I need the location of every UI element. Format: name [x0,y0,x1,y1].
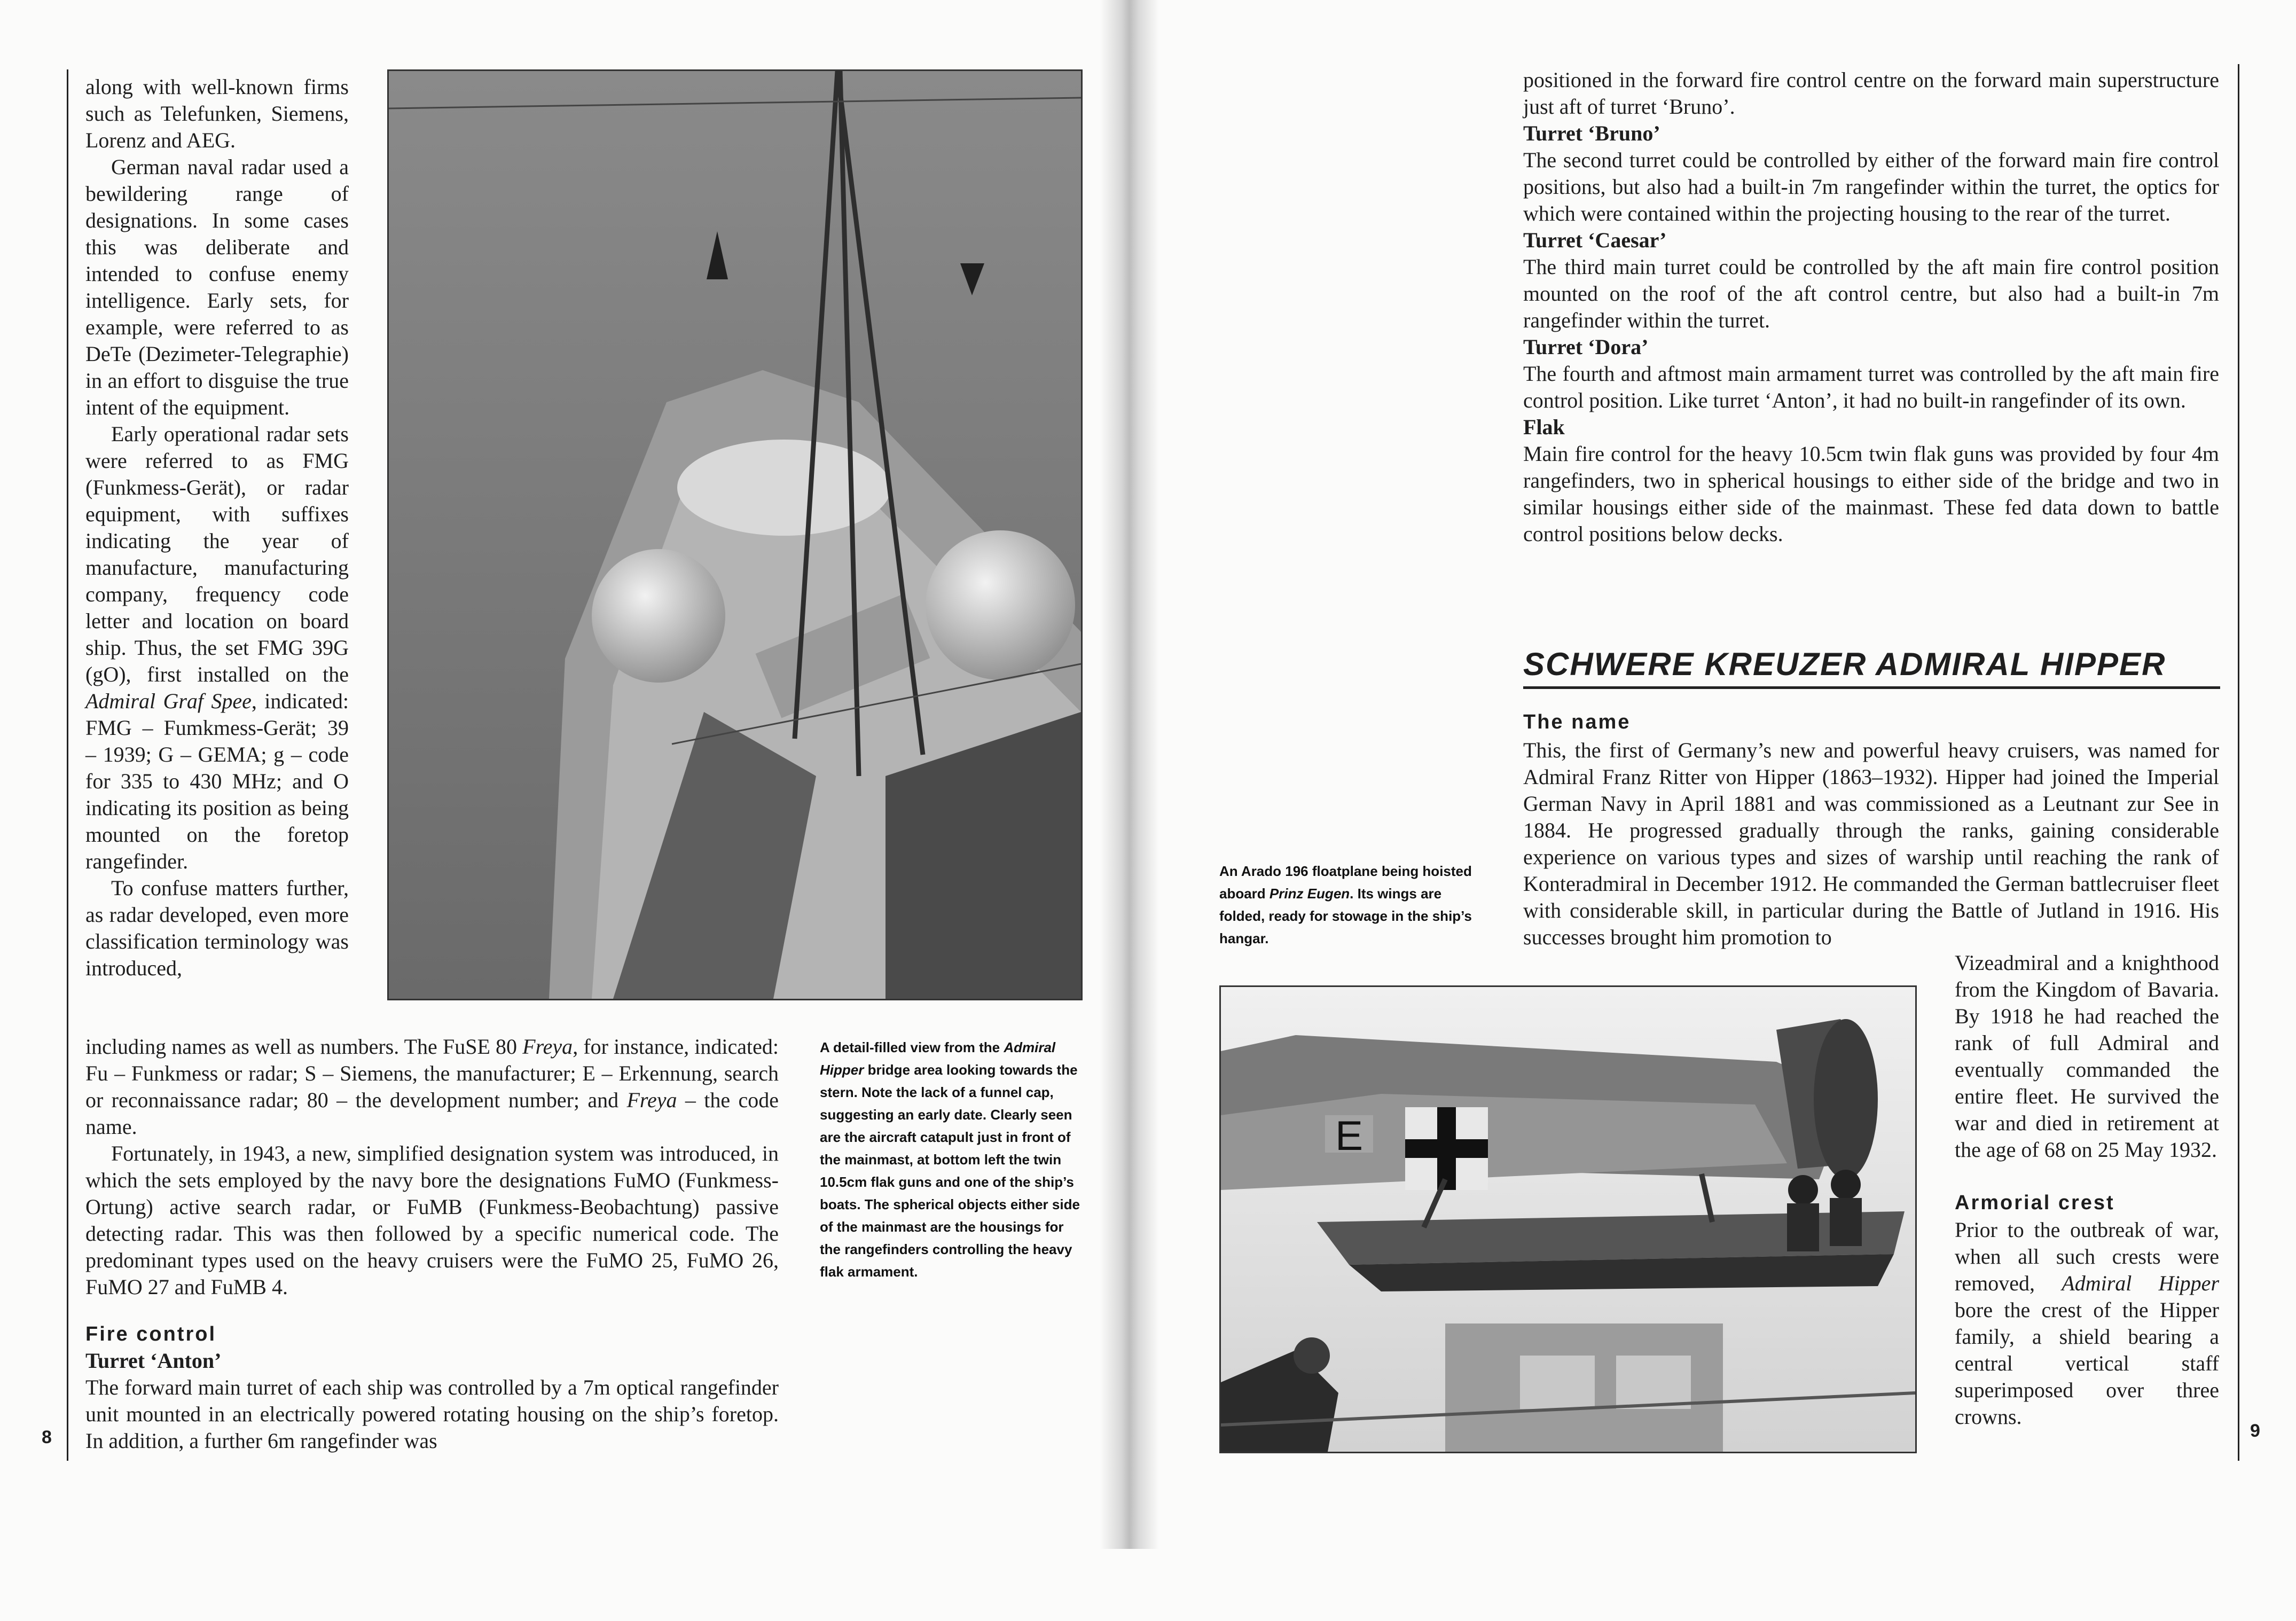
balkenkreuz-icon [1405,1107,1488,1190]
paragraph-designations: German naval radar used a bewildering range of designations. In some cases this was deliberate and intended to confuse enemy intelligence. Early sets, for example, were referred to as DeTe (Dezimeter-Telegraphie) in an effort to disguise the true intent of the equipment. [85,155,349,419]
paragraph-name-full: This, the first of Germany’s new and powerful heavy cruisers, was named for Admiral Franz Ritter von Hipper (1863–1932). Hipper had joined the Imperial German Navy in April 1881 and was commissioned as a Leutnant zur See in 1884. He progressed gradually through the ranks, gaining considerable experience on various types and sizes of warship until reaching the rank of Konteradmiral in December 1912. He commanded the German battlecruiser fleet with considerable skill, in particular during the Battle of Jutland in 1916. His successes brought him promotion to [1523,738,2219,949]
floatplane-caption-ship: Prinz Eugen [1269,886,1350,902]
paragraph-fortunately: Fortunately, in 1943, a new, simplified designation system was introduced, in which the sets employed by the navy bore the designations FuMO (Funkmess-Ortung) active search radar, or FuMB (Funkmess-Beobachtung) passive detecting radar. This was then followed by a specific numerical code. The predominant types used on the heavy cruisers were the FuMO 25, FuMO 26, FuMO 27 and FuMB 4. [85,1141,779,1299]
paragraph-turret-caesar: The third main turret could be controlled by the aft main fire control position mounted on the roof of the aft control centre, but also had a built-in 7m rangefinder within the turret. [1523,255,2219,332]
fuse-text-c: , for instance, indicated: Fu – Funkmess or radar; S – Siemens, the manufacturer; E – Erkennung, search or reconnaissance radar; 80 – the development number; and [85,1035,779,1112]
heading-turret-dora: Turret ‘Dora’ [1523,335,1649,359]
paragraph-turret-bruno: The second turret could be controlled by either of the forward main fire control positions, but also had a built-in 7m rangefinder within the turret, the optics for which were contained within the projecting housing to the rear of the turret. [1523,148,2219,225]
fmg-text-2: , indicated: FMG – Fumkmess-Gerät; 39 – 1939; G – GEMA; g – code for 335 to 430 MHz; and O indicating its position as being mounted on the foretop rangefinder. [85,689,349,873]
paragraph-turret-anton: The forward main turret of each ship was controlled by a 7m optical rangefinder unit mounted in an electrically powered rotating housing on the ship’s foretop. In addition, a further 6m rangefinder was [85,1375,779,1453]
left-wide-column [85,1033,779,1454]
left-page-number: 8 [42,1427,52,1447]
right-narrow-column [1955,950,2219,1430]
freya-2: Freya [626,1088,677,1112]
floatplane-photo [1219,985,1917,1453]
book-gutter [1100,0,1159,1549]
heading-turret-anton: Turret ‘Anton’ [85,1349,222,1373]
paragraph-confuse: To confuse matters further, as radar developed, even more classification terminology was introduced, [85,876,349,980]
floatplane-caption-text [1219,860,1486,950]
freya-1: Freya [522,1035,573,1059]
caption-a: A detail-filled view from the [820,1039,1000,1055]
paragraph-name-narrow: Vizeadmiral and a knighthood from the Kingdom of Bavaria. By 1918 he had reached the rank of full Admiral and eventually commanded the entire fleet. He survived the war and died in retirement at the age of 68 on 25 May 1932. [1955,951,2219,1162]
crest-c: bore the crest of the Hipper family, a shield bearing a central vertical staff superimposed over three crowns. [1955,1298,2219,1429]
section-title: SCHWERE KREUZER ADMIRAL HIPPER [1523,646,2166,682]
section-title-block [1523,644,2220,689]
caption-text [820,1036,1087,1283]
heading-armorial-crest: Armorial crest [1955,1192,2115,1214]
ship-name-graf-spee: Admiral Graf Spee [85,689,252,713]
crest-a: Prior to the outbreak of war, when all such crests were removed, [1955,1218,2219,1295]
caption-ship-name: Admiral Hipper [820,1039,1056,1078]
right-top-column [1523,67,2219,547]
paragraph-flak: Main fire control for the heavy 10.5cm twin flak guns was provided by four 4m rangefinders, two in spherical housings to either side of the bridge and two in similar housings either side of the mainmast. These fed data down to battle control positions below decks. [1523,442,2219,546]
paragraph-intro: positioned in the forward fire control centre on the forward main superstructure just aft of turret ‘Bruno’. [1523,68,2219,119]
heading-fire-control: Fire control [85,1323,217,1345]
fuse-text-e: – the code name. [85,1088,779,1139]
paragraph-firms: along with well-known firms such as Telefunken, Siemens, Lorenz and AEG. [85,75,349,152]
aircraft-code-letter: E [1335,1112,1364,1159]
heading-flak: Flak [1523,415,1565,439]
right-page-number: 9 [2250,1421,2260,1441]
right-margin-rule [2238,64,2239,1461]
floatplane-caption-c: . Its wings are folded, ready for stowage in the ship’s hangar. [1219,886,1472,946]
fuse-text-a: including names as well as numbers. The FuSE 80 [85,1035,518,1059]
left-narrow-column [85,74,349,982]
paragraph-fmg [85,421,349,875]
floatplane-caption-a: An Arado 196 floatplane being hoisted aboard [1219,863,1472,902]
fmg-text: Early operational radar sets were referred to as FMG (Funkmess-Gerät), or radar equipment, with suffixes indicating the year of manufacture, manufacturing company, frequency code letter and location on board ship. Thus, the set FMG 39G (gO), first installed on the [85,422,349,686]
floatplane-photo-caption [1219,860,1486,950]
ship-photo-caption [820,1036,1087,1283]
heading-turret-caesar: Turret ‘Caesar’ [1523,228,1667,252]
heading-the-name: The name [1523,711,1631,733]
heading-turret-bruno: Turret ‘Bruno’ [1523,121,1660,145]
caption-c: bridge area looking towards the stern. Note the lack of a funnel cap, suggesting an early date. Clearly seen are the aircraft catapult just in front of the mainmast, at bottom left the twin 10.5cm flak guns and one of the ship’s boats. The spherical objects either side of the mainmast are the housings for the rangefinders controlling the heavy flak armament. [820,1062,1080,1280]
ship-stern-illustration [389,71,1081,999]
ship-stern-photo [387,69,1083,1000]
paragraph-turret-dora: The fourth and aftmost main armament turret was controlled by the aft main fire control position. Like turret ‘Anton’, it had no built-in rangefinder of its own. [1523,362,2219,412]
crest-ship-name: Admiral Hipper [2062,1271,2220,1295]
paragraph-fuse [85,1033,779,1140]
left-margin-rule [67,69,68,1461]
name-section [1523,708,2219,951]
section-title-underline [1523,686,2220,689]
floatplane-illustration [1221,987,1915,1452]
paragraph-crest [1955,1217,2219,1430]
